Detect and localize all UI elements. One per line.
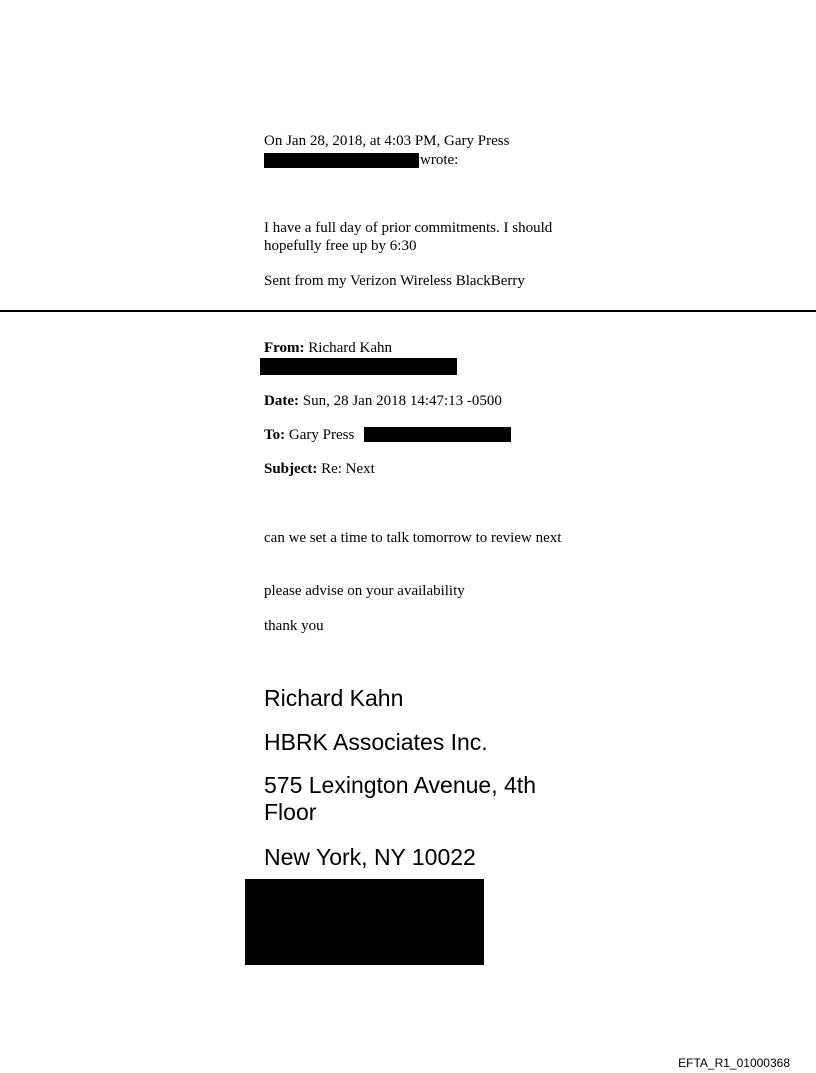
date-value: Sun, 28 Jan 2018 14:47:13 -0500 bbox=[302, 393, 502, 409]
from-value: Richard Kahn bbox=[308, 340, 393, 356]
signature-name: Richard Kahn bbox=[264, 685, 404, 711]
body-paragraph: please advise on your availability bbox=[264, 583, 465, 599]
body-paragraph: can we set a time to talk tomorrow to review next bbox=[264, 530, 562, 546]
redaction-bar bbox=[264, 153, 419, 168]
divider-line bbox=[0, 310, 816, 312]
signature-address: 575 Lexington Avenue, 4th Floor bbox=[264, 772, 536, 825]
body-paragraph: thank you bbox=[264, 618, 324, 634]
subject-line bbox=[264, 460, 564, 478]
quoted-signature: Sent from my Verizon Wireless BlackBerry bbox=[264, 273, 525, 289]
redaction-bar bbox=[364, 427, 511, 442]
from-label: From: bbox=[264, 340, 305, 356]
signature-city: New York, NY 10022 bbox=[264, 844, 476, 870]
signature-company: HBRK Associates Inc. bbox=[264, 729, 488, 755]
quoted-body: I have a full day of prior commitments. I should hopefully free up by 6:30 bbox=[264, 220, 553, 254]
redaction-block bbox=[245, 879, 484, 965]
redaction-bar bbox=[260, 358, 457, 375]
subject-label: Subject: bbox=[264, 461, 318, 477]
attribution-wrote bbox=[420, 151, 458, 169]
from-line bbox=[264, 339, 564, 357]
to-value: Gary Press bbox=[288, 427, 355, 443]
document-id: EFTA_R1_01000368 bbox=[678, 1056, 790, 1070]
attribution-line: On Jan 28, 2018, at 4:03 PM, Gary Press bbox=[264, 133, 510, 149]
date-line bbox=[264, 392, 564, 410]
quoted-attribution bbox=[264, 132, 564, 150]
wrote-text: wrote: bbox=[420, 152, 459, 168]
subject-value: Re: Next bbox=[321, 461, 375, 477]
date-label: Date: bbox=[264, 393, 299, 409]
to-label: To: bbox=[264, 427, 286, 443]
